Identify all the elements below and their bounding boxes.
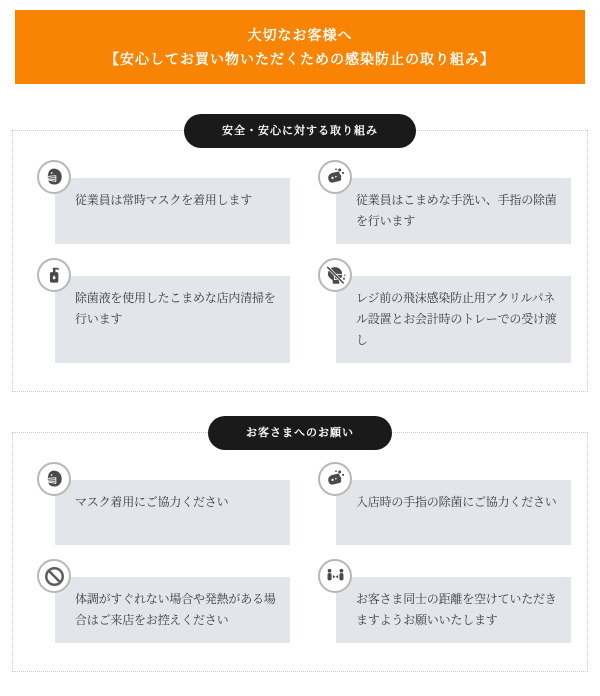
hand-wash-icon — [318, 462, 352, 496]
banner-line1: 大切なお客様へ — [247, 27, 353, 43]
item-text: お客さま同士の距離を空けていただきますようお願いいたします — [356, 592, 557, 627]
banner-line2: 【安心してお買い物いただくための感染防止の取り組み】 — [105, 51, 495, 67]
item-text-box — [336, 276, 571, 363]
item-staff-handwash — [318, 160, 571, 244]
mask-face-icon — [37, 160, 71, 194]
mask-face-icon — [37, 462, 71, 496]
item-text: マスク着用にご協力ください — [75, 495, 229, 509]
hand-wash-icon — [318, 160, 352, 194]
item-social-distance — [318, 559, 571, 643]
item-text: 従業員はこまめな手洗い、手指の除菌を行います — [356, 193, 557, 228]
section-safety-title-pill: 安全・安心に対する取り組み — [184, 114, 416, 148]
item-staff-mask — [37, 160, 290, 244]
item-stay-home-if-sick — [37, 559, 290, 643]
item-text-box — [55, 577, 290, 643]
item-text: 入店時の手指の除菌にご協力ください — [356, 495, 557, 509]
item-text-box — [336, 577, 571, 643]
social-distance-icon — [318, 559, 352, 593]
item-store-cleaning — [37, 258, 290, 363]
banner — [15, 10, 585, 84]
prohibition-icon — [37, 559, 71, 593]
item-text: 体調がすぐれない場合や発熱がある場合はご来店をお控えください — [75, 592, 276, 627]
infection-prevention-notice-page — [0, 10, 600, 696]
item-text-box — [55, 178, 290, 244]
item-text: 除菌液を使用したこまめな店内清掃を行います — [75, 291, 276, 326]
item-acrylic-panel — [318, 258, 571, 363]
item-text: レジ前の飛沫感染防止用アクリルパネル設置とお会計時のトレーでの受け渡し — [356, 291, 557, 347]
item-text: 従業員は常時マスクを着用します — [75, 193, 253, 207]
section-customer-requests — [12, 427, 588, 672]
item-customer-mask — [37, 462, 290, 545]
item-text-box — [336, 178, 571, 244]
section-safety-measures — [12, 125, 588, 392]
section-requests-title-pill: お客さまへのお願い — [208, 416, 392, 450]
item-text-box — [55, 480, 290, 545]
item-text-box — [336, 480, 571, 545]
sanitizer-spray-icon — [37, 258, 71, 292]
safety-items-grid — [37, 160, 571, 363]
request-items-grid — [37, 462, 571, 643]
item-customer-sanitize — [318, 462, 571, 545]
droplet-block-icon — [318, 258, 352, 292]
item-text-box — [55, 276, 290, 363]
